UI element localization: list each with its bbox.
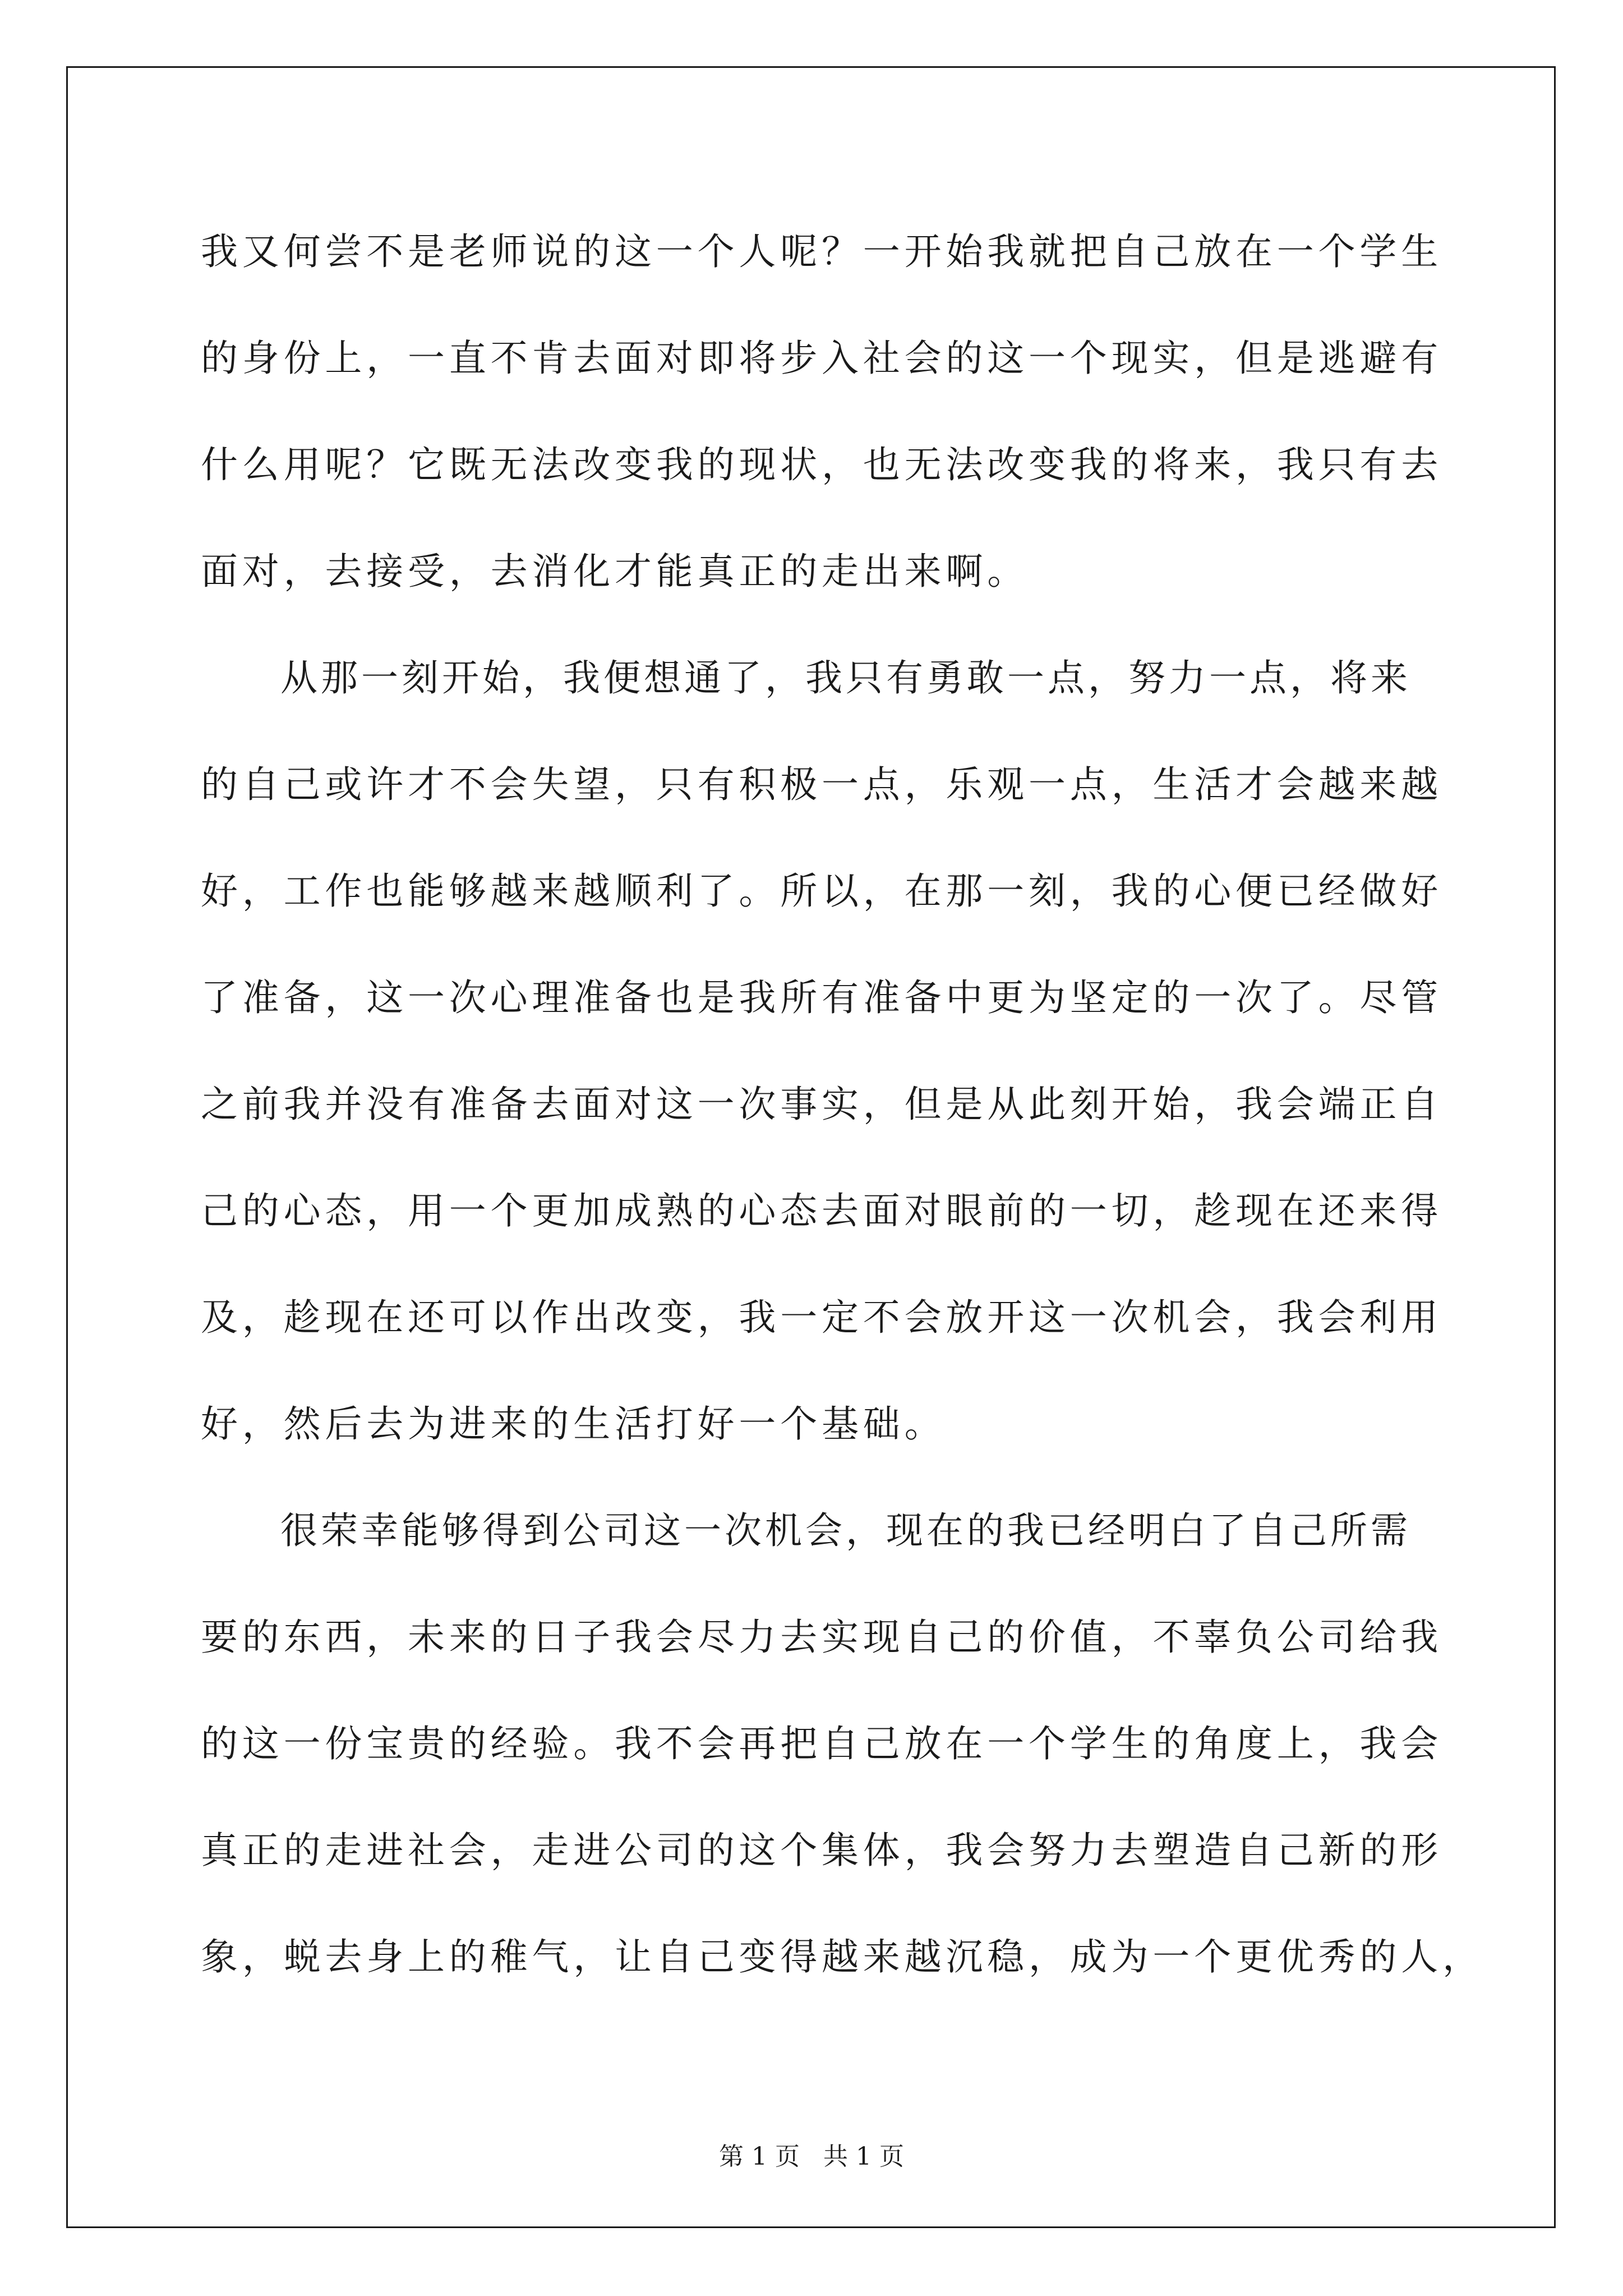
text-line: 己的心态，用一个更加成熟的心态去面对眼前的一切，趁现在还来得 — [201, 1189, 1442, 1232]
page-number: 第 1 页 — [719, 2142, 800, 2171]
text-line: 及，趁现在还可以作出改变，我一定不会放开这一次机会，我会利用 — [201, 1296, 1442, 1339]
text-line: 的自己或许才不会失望，只有积极一点，乐观一点，生活才会越来越 — [201, 763, 1442, 806]
text-line: 好，工作也能够越来越顺利了。所以，在那一刻，我的心便已经做好 — [201, 869, 1442, 913]
text-line: 象，蜕去身上的稚气，让自己变得越来越沉稳，成为一个更优秀的人， — [201, 1935, 1484, 1978]
page-footer — [0, 2136, 1623, 2172]
text-line: 什么用呢？它既无法改变我的现状，也无法改变我的将来，我只有去 — [201, 443, 1442, 486]
text-line: 好，然后去为进来的生活打好一个基础。 — [201, 1402, 946, 1446]
text-line: 的身份上，一直不肯去面对即将步入社会的这一个现实，但是逃避有 — [201, 337, 1442, 380]
text-line: 很荣幸能够得到公司这一次机会，现在的我已经明白了自己所需 — [280, 1509, 1411, 1552]
text-line: 面对，去接受，去消化才能真正的走出来啊。 — [201, 550, 1029, 593]
text-line: 我又何尝不是老师说的这一个人呢？一开始我就把自己放在一个学生 — [201, 230, 1442, 273]
page-border — [66, 66, 1556, 2228]
text-line: 要的东西，未来的日子我会尽力去实现自己的价值，不辜负公司给我 — [201, 1616, 1442, 1659]
page-total: 共 1 页 — [823, 2142, 904, 2171]
text-line: 之前我并没有准备去面对这一次事实，但是从此刻开始，我会端正自 — [201, 1083, 1442, 1126]
text-line: 的这一份宝贵的经验。我不会再把自己放在一个学生的角度上，我会 — [201, 1722, 1442, 1765]
text-line: 从那一刻开始，我便想通了，我只有勇敢一点，努力一点，将来 — [280, 656, 1411, 700]
text-line: 了准备，这一次心理准备也是我所有准备中更为坚定的一次了。尽管 — [201, 976, 1442, 1019]
text-line: 真正的走进社会，走进公司的这个集体，我会努力去塑造自己新的形 — [201, 1829, 1442, 1872]
